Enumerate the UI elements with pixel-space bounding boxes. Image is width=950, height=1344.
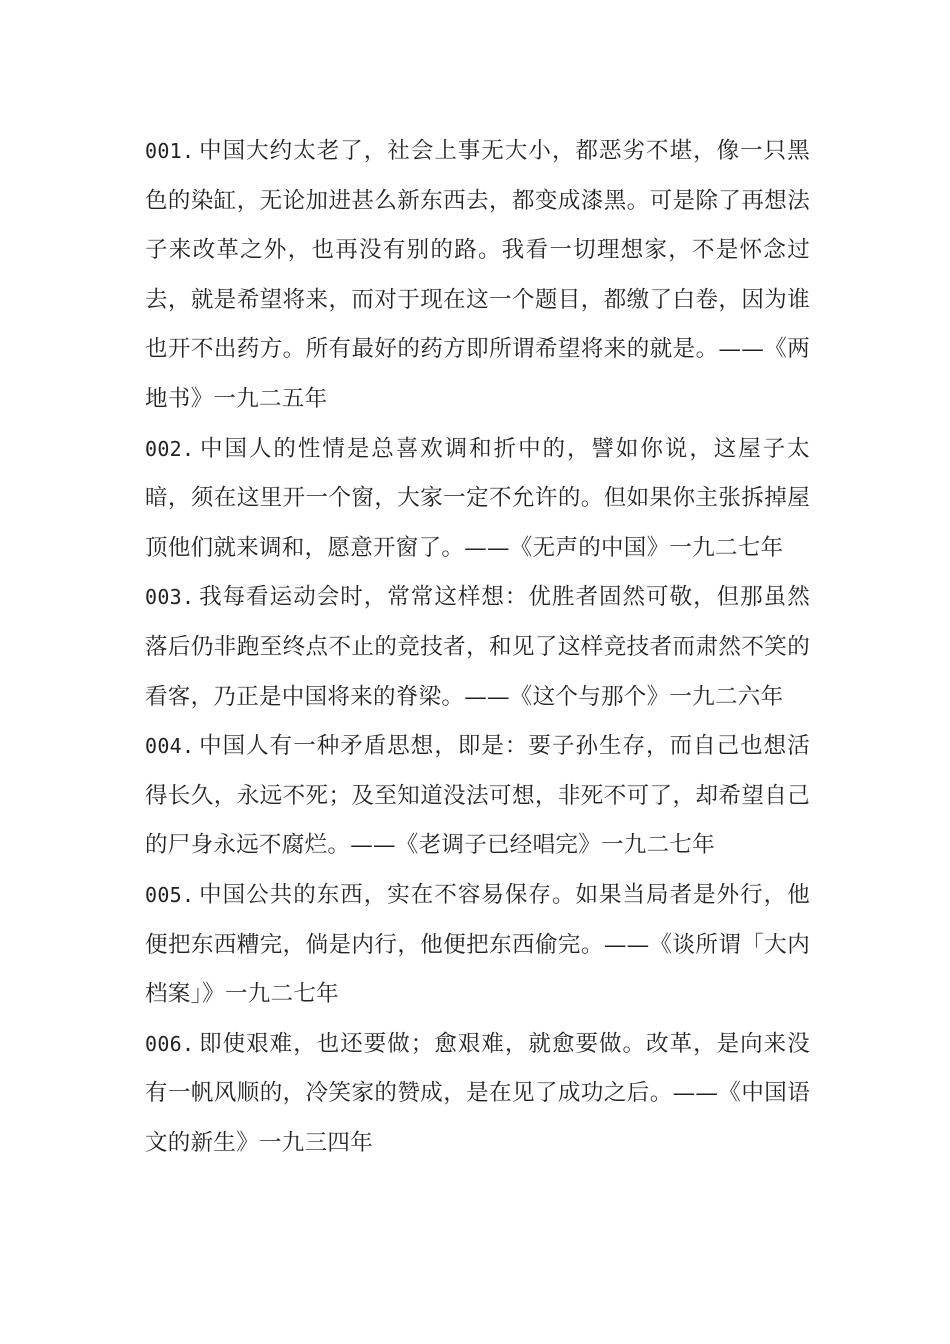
quote-number: 002. xyxy=(145,436,195,461)
quote-entry-006 xyxy=(145,1020,810,1169)
quote-number: 003. xyxy=(145,585,195,610)
quote-text: 中国人有一种矛盾思想，即是：要子孙生存，而自己也想活得长久，永远不死；及至知道没法可想，非死不可了，却希望自己的尸身永远不腐烂。——《老调子已经唱完》一九二七年 xyxy=(145,733,810,859)
quote-number: 004. xyxy=(145,734,195,759)
quote-list xyxy=(145,127,810,1168)
quote-text: 中国人的性情是总喜欢调和折中的，譬如你说，这屋子太暗，须在这里开一个窗，大家一定不允许的。但如果你主张拆掉屋顶他们就来调和，愿意开窗了。——《无声的中国》一九二七年 xyxy=(145,435,810,561)
quote-entry-005 xyxy=(145,871,810,1020)
quote-text: 即使艰难，也还要做；愈艰难，就愈要做。改革，是向来没有一帆风顺的，冷笑家的赞成，是在见了成功之后。——《中国语文的新生》一九三四年 xyxy=(145,1030,810,1156)
quote-entry-002 xyxy=(145,425,810,574)
quote-number: 001. xyxy=(145,139,195,163)
quote-entry-003 xyxy=(145,573,810,722)
quote-text: 中国大约太老了，社会上事无大小，都恶劣不堪，像一只黑色的染缸，无论加进甚么新东西去，都变成漆黑。可是除了再想法子来改革之外，也再没有别的路。我看一切理想家，不是怀念过去，就是希望将来，而对于现在这一个题目，都缴了白卷，因为谁也开不出药方。所有最好的药方即所谓希望将来的就是。——《两地书》一九二五年 xyxy=(145,138,810,412)
quote-text: 中国公共的东西，实在不容易保存。如果当局者是外行，他便把东西糟完，倘是内行，他便把东西偷完。——《谈所谓「大内档案」》一九二七年 xyxy=(145,881,810,1008)
quote-entry-001 xyxy=(145,127,810,425)
quote-number: 006. xyxy=(145,1031,195,1056)
quote-entry-004 xyxy=(145,722,810,871)
quote-number: 005. xyxy=(145,882,195,907)
quote-text: 我每看运动会时，常常这样想：优胜者固然可敬，但那虽然落后仍非跑至终点不止的竞技者，和见了这样竞技者而肃然不笑的看客，乃正是中国将来的脊梁。——《这个与那个》一九二六年 xyxy=(145,584,810,710)
